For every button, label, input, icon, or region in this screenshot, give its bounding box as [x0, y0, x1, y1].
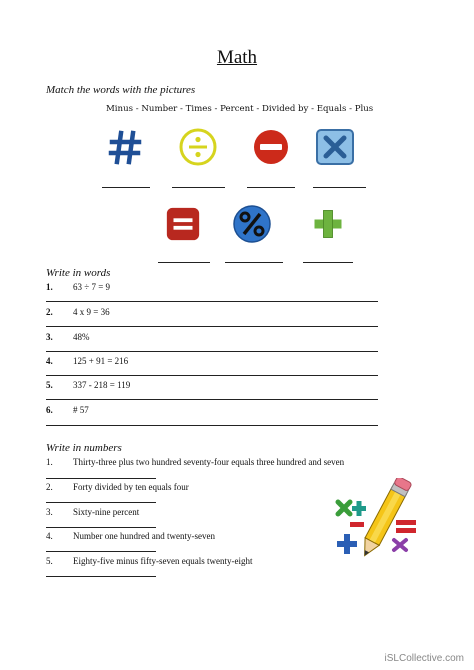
question-text: 48%	[73, 332, 90, 342]
question-number: 4.	[46, 356, 53, 366]
equals-symbol-icon	[164, 205, 202, 243]
question-number: 1.	[46, 282, 53, 292]
answer-line	[158, 262, 210, 263]
percent-symbol-icon	[232, 204, 272, 244]
hash-symbol-icon	[105, 127, 145, 167]
question-number: 2.	[46, 307, 53, 317]
answer-line	[172, 187, 225, 188]
question-text: Forty divided by ten equals four	[73, 482, 189, 492]
answer-line	[46, 326, 378, 327]
section-heading-numbers: Write in numbers	[46, 442, 122, 454]
plus-symbol-icon	[310, 206, 346, 242]
multiply-symbol-icon	[315, 127, 355, 167]
word-bank: Minus - Number - Times - Percent - Divided by - Equals - Plus	[106, 104, 374, 114]
section-heading-match: Match the words with the pictures	[46, 84, 196, 96]
minus-symbol-icon	[251, 127, 291, 167]
answer-line	[46, 399, 378, 400]
question-number: 3.	[46, 507, 53, 517]
answer-line	[46, 576, 156, 577]
watermark: iSLCollective.com	[384, 653, 464, 664]
question-text: Eighty-five minus fifty-seven equals twenty-eight	[73, 556, 253, 566]
page-title: Math	[216, 47, 258, 68]
answer-line	[303, 262, 353, 263]
question-text: 63 ÷ 7 = 9	[73, 282, 111, 292]
question-number: 4.	[46, 531, 53, 541]
answer-line	[46, 375, 378, 376]
question-text: Sixty-nine percent	[73, 507, 140, 517]
answer-line	[247, 187, 295, 188]
question-number: 5.	[46, 556, 53, 566]
divide-symbol-icon	[178, 127, 218, 167]
answer-line	[313, 187, 366, 188]
question-text: 125 + 91 = 216	[73, 356, 129, 366]
section-heading-words: Write in words	[46, 267, 111, 279]
question-text: Thirty-three plus two hundred seventy-four equals three hundred and seven	[73, 457, 345, 467]
answer-line	[225, 262, 283, 263]
question-text: # 57	[73, 405, 89, 415]
question-text: Number one hundred and twenty-seven	[73, 531, 215, 541]
question-text: 337 - 218 = 119	[73, 380, 131, 390]
question-number: 2.	[46, 482, 53, 492]
answer-line	[46, 301, 378, 302]
question-text: 4 x 9 = 36	[73, 307, 110, 317]
answer-line	[46, 502, 156, 503]
answer-line	[46, 351, 378, 352]
question-number: 6.	[46, 405, 53, 415]
answer-line	[46, 527, 156, 528]
question-number: 3.	[46, 332, 53, 342]
question-number: 1.	[46, 457, 53, 467]
question-number: 5.	[46, 380, 53, 390]
answer-line	[102, 187, 150, 188]
pencil-with-math-symbols-icon	[330, 478, 422, 568]
answer-line	[46, 425, 378, 426]
answer-line	[46, 551, 156, 552]
answer-line	[46, 478, 156, 479]
